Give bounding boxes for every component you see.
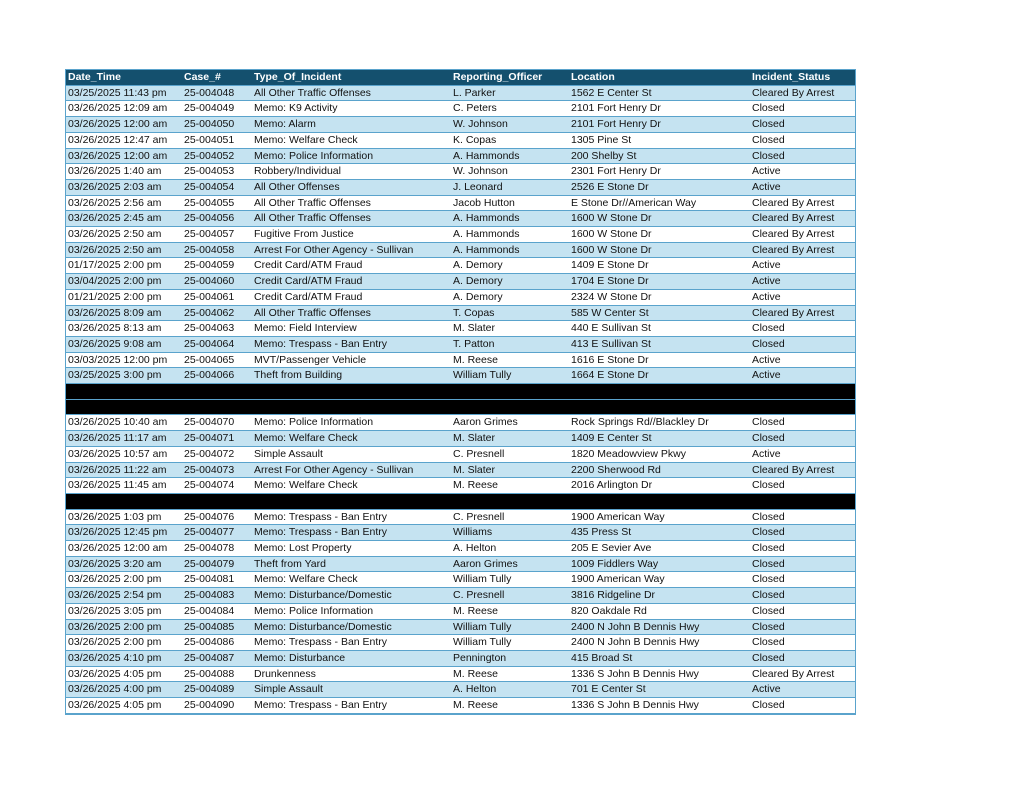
redacted-row: [66, 399, 855, 415]
column-header-location: Location: [569, 70, 750, 85]
cell-reporting-officer: William Tully: [451, 619, 569, 635]
cell-reporting-officer: C. Presnell: [451, 509, 569, 525]
table-row: [66, 572, 855, 588]
cell-incident-status: Closed: [750, 509, 855, 525]
cell-date-time: 03/26/2025 12:47 am: [66, 132, 182, 148]
table-row: [66, 635, 855, 651]
cell-date-time: 03/26/2025 9:08 am: [66, 336, 182, 352]
cell-case-number: 25-004063: [182, 321, 252, 337]
cell-case-number: 25-004086: [182, 635, 252, 651]
cell-location: 1409 E Center St: [569, 431, 750, 447]
cell-location: 2324 W Stone Dr: [569, 289, 750, 305]
table-row: [66, 85, 855, 101]
table-row: [66, 101, 855, 117]
cell-date-time: 03/26/2025 4:05 pm: [66, 666, 182, 682]
cell-incident-status: Active: [750, 368, 855, 384]
cell-incident-status: Closed: [750, 635, 855, 651]
cell-incident-status: Cleared By Arrest: [750, 462, 855, 478]
cell-location: 1305 Pine St: [569, 132, 750, 148]
cell-reporting-officer: J. Leonard: [451, 179, 569, 195]
table-row: [66, 431, 855, 447]
cell-type-of-incident: Fugitive From Justice: [252, 227, 451, 243]
cell-incident-status: Closed: [750, 603, 855, 619]
cell-reporting-officer: M. Reese: [451, 698, 569, 714]
cell-incident-status: Closed: [750, 478, 855, 494]
cell-case-number: 25-004050: [182, 117, 252, 133]
redacted-row: [66, 384, 855, 400]
table-row: [66, 321, 855, 337]
cell-reporting-officer: A. Hammonds: [451, 242, 569, 258]
cell-date-time: 03/26/2025 1:03 pm: [66, 509, 182, 525]
redaction-bar: [66, 493, 855, 509]
table-row: [66, 525, 855, 541]
cell-location: Rock Springs Rd//Blackley Dr: [569, 415, 750, 431]
cell-type-of-incident: Memo: Welfare Check: [252, 478, 451, 494]
cell-incident-status: Active: [750, 289, 855, 305]
cell-case-number: 25-004077: [182, 525, 252, 541]
cell-case-number: 25-004088: [182, 666, 252, 682]
cell-type-of-incident: Robbery/Individual: [252, 164, 451, 180]
cell-case-number: 25-004059: [182, 258, 252, 274]
table-body: [66, 85, 855, 713]
cell-type-of-incident: Memo: Lost Property: [252, 541, 451, 557]
cell-incident-status: Cleared By Arrest: [750, 211, 855, 227]
cell-date-time: 03/26/2025 10:40 am: [66, 415, 182, 431]
cell-type-of-incident: Memo: Field Interview: [252, 321, 451, 337]
cell-incident-status: Active: [750, 258, 855, 274]
cell-date-time: 03/26/2025 2:50 am: [66, 242, 182, 258]
cell-date-time: 03/26/2025 12:00 am: [66, 148, 182, 164]
cell-incident-status: Active: [750, 446, 855, 462]
cell-location: 1664 E Stone Dr: [569, 368, 750, 384]
cell-reporting-officer: M. Reese: [451, 666, 569, 682]
column-header-reporting-officer: Reporting_Officer: [451, 70, 569, 85]
cell-location: 1616 E Stone Dr: [569, 352, 750, 368]
cell-incident-status: Active: [750, 179, 855, 195]
table-header-row: [66, 70, 855, 85]
cell-type-of-incident: Arrest For Other Agency - Sullivan: [252, 242, 451, 258]
cell-case-number: 25-004060: [182, 274, 252, 290]
redaction-bar: [66, 384, 855, 400]
cell-date-time: 03/26/2025 12:45 pm: [66, 525, 182, 541]
cell-type-of-incident: Memo: Police Information: [252, 148, 451, 164]
cell-type-of-incident: Memo: Trespass - Ban Entry: [252, 509, 451, 525]
table-row: [66, 603, 855, 619]
table-row: [66, 305, 855, 321]
cell-reporting-officer: C. Peters: [451, 101, 569, 117]
cell-reporting-officer: A. Helton: [451, 682, 569, 698]
table-row: [66, 619, 855, 635]
table-row: [66, 179, 855, 195]
cell-type-of-incident: Memo: Police Information: [252, 415, 451, 431]
column-header-type-of-incident: Type_Of_Incident: [252, 70, 451, 85]
cell-incident-status: Active: [750, 164, 855, 180]
cell-date-time: 03/25/2025 11:43 pm: [66, 85, 182, 101]
cell-date-time: 03/26/2025 2:54 pm: [66, 588, 182, 604]
cell-location: 2400 N John B Dennis Hwy: [569, 619, 750, 635]
table-row: [66, 211, 855, 227]
cell-incident-status: Closed: [750, 525, 855, 541]
cell-reporting-officer: A. Hammonds: [451, 211, 569, 227]
table-row: [66, 368, 855, 384]
cell-location: 2301 Fort Henry Dr: [569, 164, 750, 180]
cell-date-time: 03/26/2025 2:45 am: [66, 211, 182, 227]
cell-location: 2200 Sherwood Rd: [569, 462, 750, 478]
cell-type-of-incident: Theft from Yard: [252, 556, 451, 572]
cell-incident-status: Closed: [750, 101, 855, 117]
cell-type-of-incident: Memo: Disturbance: [252, 650, 451, 666]
table-row: [66, 258, 855, 274]
cell-reporting-officer: M. Slater: [451, 462, 569, 478]
cell-case-number: 25-004074: [182, 478, 252, 494]
cell-case-number: 25-004055: [182, 195, 252, 211]
cell-type-of-incident: All Other Traffic Offenses: [252, 305, 451, 321]
cell-incident-status: Cleared By Arrest: [750, 227, 855, 243]
cell-date-time: 01/21/2025 2:00 pm: [66, 289, 182, 305]
cell-incident-status: Active: [750, 274, 855, 290]
cell-case-number: 25-004070: [182, 415, 252, 431]
cell-type-of-incident: MVT/Passenger Vehicle: [252, 352, 451, 368]
table-row: [66, 509, 855, 525]
cell-reporting-officer: L. Parker: [451, 85, 569, 101]
table-row: [66, 274, 855, 290]
cell-case-number: 25-004062: [182, 305, 252, 321]
cell-type-of-incident: Memo: Trespass - Ban Entry: [252, 336, 451, 352]
cell-case-number: 25-004076: [182, 509, 252, 525]
table-row: [66, 478, 855, 494]
cell-reporting-officer: A. Demory: [451, 258, 569, 274]
table-row: [66, 148, 855, 164]
cell-incident-status: Closed: [750, 541, 855, 557]
table-row: [66, 556, 855, 572]
cell-case-number: 25-004053: [182, 164, 252, 180]
cell-case-number: 25-004087: [182, 650, 252, 666]
cell-case-number: 25-004072: [182, 446, 252, 462]
cell-location: 1600 W Stone Dr: [569, 211, 750, 227]
cell-case-number: 25-004066: [182, 368, 252, 384]
column-header-incident-status: Incident_Status: [750, 70, 855, 85]
cell-incident-status: Closed: [750, 572, 855, 588]
cell-case-number: 25-004090: [182, 698, 252, 714]
cell-case-number: 25-004071: [182, 431, 252, 447]
cell-date-time: 03/26/2025 11:45 am: [66, 478, 182, 494]
cell-date-time: 03/26/2025 4:00 pm: [66, 682, 182, 698]
cell-incident-status: Cleared By Arrest: [750, 242, 855, 258]
cell-location: 2400 N John B Dennis Hwy: [569, 635, 750, 651]
cell-reporting-officer: M. Slater: [451, 431, 569, 447]
cell-type-of-incident: Memo: Police Information: [252, 603, 451, 619]
redacted-row: [66, 493, 855, 509]
cell-location: 1336 S John B Dennis Hwy: [569, 698, 750, 714]
cell-incident-status: Closed: [750, 148, 855, 164]
cell-date-time: 03/26/2025 12:00 am: [66, 117, 182, 133]
cell-reporting-officer: T. Copas: [451, 305, 569, 321]
cell-date-time: 03/26/2025 2:00 pm: [66, 635, 182, 651]
cell-type-of-incident: Memo: Welfare Check: [252, 572, 451, 588]
cell-reporting-officer: Jacob Hutton: [451, 195, 569, 211]
table-row: [66, 588, 855, 604]
cell-reporting-officer: T. Patton: [451, 336, 569, 352]
cell-location: 1900 American Way: [569, 509, 750, 525]
cell-location: 415 Broad St: [569, 650, 750, 666]
table-row: [66, 289, 855, 305]
cell-location: 3816 Ridgeline Dr: [569, 588, 750, 604]
table-row: [66, 415, 855, 431]
cell-location: 1704 E Stone Dr: [569, 274, 750, 290]
cell-incident-status: Closed: [750, 132, 855, 148]
cell-date-time: 03/26/2025 4:10 pm: [66, 650, 182, 666]
cell-type-of-incident: Memo: Trespass - Ban Entry: [252, 635, 451, 651]
cell-location: 701 E Center St: [569, 682, 750, 698]
cell-date-time: 01/17/2025 2:00 pm: [66, 258, 182, 274]
table-row: [66, 336, 855, 352]
cell-date-time: 03/26/2025 8:09 am: [66, 305, 182, 321]
cell-reporting-officer: Williams: [451, 525, 569, 541]
cell-type-of-incident: Memo: Alarm: [252, 117, 451, 133]
cell-reporting-officer: M. Reese: [451, 603, 569, 619]
cell-reporting-officer: M. Reese: [451, 352, 569, 368]
cell-incident-status: Closed: [750, 588, 855, 604]
cell-case-number: 25-004056: [182, 211, 252, 227]
cell-incident-status: Active: [750, 682, 855, 698]
cell-case-number: 25-004057: [182, 227, 252, 243]
cell-location: 1409 E Stone Dr: [569, 258, 750, 274]
cell-reporting-officer: K. Copas: [451, 132, 569, 148]
cell-date-time: 03/26/2025 2:56 am: [66, 195, 182, 211]
cell-type-of-incident: Credit Card/ATM Fraud: [252, 258, 451, 274]
cell-location: 585 W Center St: [569, 305, 750, 321]
cell-reporting-officer: William Tully: [451, 572, 569, 588]
cell-type-of-incident: Theft from Building: [252, 368, 451, 384]
cell-reporting-officer: W. Johnson: [451, 117, 569, 133]
cell-type-of-incident: All Other Offenses: [252, 179, 451, 195]
cell-location: E Stone Dr//American Way: [569, 195, 750, 211]
cell-date-time: 03/25/2025 3:00 pm: [66, 368, 182, 384]
cell-type-of-incident: Arrest For Other Agency - Sullivan: [252, 462, 451, 478]
cell-location: 2016 Arlington Dr: [569, 478, 750, 494]
cell-reporting-officer: M. Reese: [451, 478, 569, 494]
table-row: [66, 195, 855, 211]
table-row: [66, 117, 855, 133]
cell-type-of-incident: Memo: K9 Activity: [252, 101, 451, 117]
cell-reporting-officer: Pennington: [451, 650, 569, 666]
table-row: [66, 462, 855, 478]
cell-location: 1009 Fiddlers Way: [569, 556, 750, 572]
cell-case-number: 25-004079: [182, 556, 252, 572]
cell-case-number: 25-004061: [182, 289, 252, 305]
table-row: [66, 352, 855, 368]
cell-location: 1562 E Center St: [569, 85, 750, 101]
cell-location: 205 E Sevier Ave: [569, 541, 750, 557]
cell-type-of-incident: Memo: Disturbance/Domestic: [252, 619, 451, 635]
cell-date-time: 03/26/2025 8:13 am: [66, 321, 182, 337]
cell-type-of-incident: Memo: Welfare Check: [252, 132, 451, 148]
cell-date-time: 03/03/2025 12:00 pm: [66, 352, 182, 368]
cell-reporting-officer: William Tully: [451, 368, 569, 384]
cell-location: 200 Shelby St: [569, 148, 750, 164]
cell-reporting-officer: M. Slater: [451, 321, 569, 337]
cell-date-time: 03/26/2025 2:50 am: [66, 227, 182, 243]
cell-date-time: 03/04/2025 2:00 pm: [66, 274, 182, 290]
cell-case-number: 25-004058: [182, 242, 252, 258]
cell-location: 2526 E Stone Dr: [569, 179, 750, 195]
cell-type-of-incident: Credit Card/ATM Fraud: [252, 289, 451, 305]
cell-type-of-incident: Memo: Trespass - Ban Entry: [252, 525, 451, 541]
cell-location: 1900 American Way: [569, 572, 750, 588]
table-row: [66, 650, 855, 666]
cell-reporting-officer: C. Presnell: [451, 588, 569, 604]
cell-type-of-incident: Memo: Trespass - Ban Entry: [252, 698, 451, 714]
cell-case-number: 25-004048: [182, 85, 252, 101]
cell-incident-status: Cleared By Arrest: [750, 305, 855, 321]
cell-reporting-officer: A. Demory: [451, 289, 569, 305]
cell-date-time: 03/26/2025 2:03 am: [66, 179, 182, 195]
cell-incident-status: Closed: [750, 698, 855, 714]
redaction-bar: [66, 399, 855, 415]
cell-case-number: 25-004073: [182, 462, 252, 478]
cell-type-of-incident: Simple Assault: [252, 682, 451, 698]
cell-incident-status: Closed: [750, 650, 855, 666]
cell-location: 2101 Fort Henry Dr: [569, 117, 750, 133]
cell-type-of-incident: Credit Card/ATM Fraud: [252, 274, 451, 290]
cell-type-of-incident: Simple Assault: [252, 446, 451, 462]
cell-case-number: 25-004078: [182, 541, 252, 557]
cell-location: 435 Press St: [569, 525, 750, 541]
cell-reporting-officer: W. Johnson: [451, 164, 569, 180]
table-row: [66, 666, 855, 682]
cell-incident-status: Closed: [750, 556, 855, 572]
cell-type-of-incident: Memo: Welfare Check: [252, 431, 451, 447]
cell-date-time: 03/26/2025 4:05 pm: [66, 698, 182, 714]
cell-incident-status: Closed: [750, 321, 855, 337]
cell-location: 2101 Fort Henry Dr: [569, 101, 750, 117]
cell-reporting-officer: A. Hammonds: [451, 148, 569, 164]
cell-case-number: 25-004081: [182, 572, 252, 588]
cell-location: 413 E Sullivan St: [569, 336, 750, 352]
cell-reporting-officer: A. Helton: [451, 541, 569, 557]
cell-incident-status: Closed: [750, 117, 855, 133]
table-row: [66, 682, 855, 698]
cell-incident-status: Cleared By Arrest: [750, 85, 855, 101]
cell-location: 440 E Sullivan St: [569, 321, 750, 337]
cell-incident-status: Closed: [750, 415, 855, 431]
cell-date-time: 03/26/2025 1:40 am: [66, 164, 182, 180]
cell-case-number: 25-004089: [182, 682, 252, 698]
cell-reporting-officer: Aaron Grimes: [451, 556, 569, 572]
cell-date-time: 03/26/2025 12:00 am: [66, 541, 182, 557]
cell-incident-status: Cleared By Arrest: [750, 195, 855, 211]
cell-case-number: 25-004051: [182, 132, 252, 148]
cell-case-number: 25-004085: [182, 619, 252, 635]
cell-location: 1600 W Stone Dr: [569, 242, 750, 258]
column-header-date-time: Date_Time: [66, 70, 182, 85]
cell-reporting-officer: C. Presnell: [451, 446, 569, 462]
cell-date-time: 03/26/2025 11:22 am: [66, 462, 182, 478]
cell-reporting-officer: A. Demory: [451, 274, 569, 290]
cell-date-time: 03/26/2025 3:05 pm: [66, 603, 182, 619]
table-row: [66, 698, 855, 714]
cell-reporting-officer: A. Hammonds: [451, 227, 569, 243]
table-row: [66, 446, 855, 462]
cell-location: 1820 Meadowview Pkwy: [569, 446, 750, 462]
cell-case-number: 25-004054: [182, 179, 252, 195]
cell-date-time: 03/26/2025 11:17 am: [66, 431, 182, 447]
cell-location: 1336 S John B Dennis Hwy: [569, 666, 750, 682]
cell-reporting-officer: William Tully: [451, 635, 569, 651]
cell-date-time: 03/26/2025 2:00 pm: [66, 572, 182, 588]
cell-location: 820 Oakdale Rd: [569, 603, 750, 619]
cell-incident-status: Cleared By Arrest: [750, 666, 855, 682]
cell-incident-status: Active: [750, 352, 855, 368]
cell-location: 1600 W Stone Dr: [569, 227, 750, 243]
cell-case-number: 25-004083: [182, 588, 252, 604]
table-row: [66, 227, 855, 243]
cell-date-time: 03/26/2025 3:20 am: [66, 556, 182, 572]
cell-type-of-incident: Memo: Disturbance/Domestic: [252, 588, 451, 604]
cell-case-number: 25-004049: [182, 101, 252, 117]
cell-type-of-incident: All Other Traffic Offenses: [252, 195, 451, 211]
cell-date-time: 03/26/2025 10:57 am: [66, 446, 182, 462]
incident-log-table: [66, 70, 855, 714]
cell-incident-status: Closed: [750, 336, 855, 352]
table-row: [66, 541, 855, 557]
cell-type-of-incident: All Other Traffic Offenses: [252, 85, 451, 101]
cell-case-number: 25-004052: [182, 148, 252, 164]
cell-date-time: 03/26/2025 12:09 am: [66, 101, 182, 117]
cell-reporting-officer: Aaron Grimes: [451, 415, 569, 431]
table-row: [66, 132, 855, 148]
cell-date-time: 03/26/2025 2:00 pm: [66, 619, 182, 635]
column-header-case-number: Case_#: [182, 70, 252, 85]
cell-case-number: 25-004064: [182, 336, 252, 352]
table-row: [66, 164, 855, 180]
cell-case-number: 25-004084: [182, 603, 252, 619]
cell-case-number: 25-004065: [182, 352, 252, 368]
cell-incident-status: Closed: [750, 431, 855, 447]
cell-type-of-incident: Drunkenness: [252, 666, 451, 682]
cell-type-of-incident: All Other Traffic Offenses: [252, 211, 451, 227]
table-row: [66, 242, 855, 258]
cell-incident-status: Closed: [750, 619, 855, 635]
